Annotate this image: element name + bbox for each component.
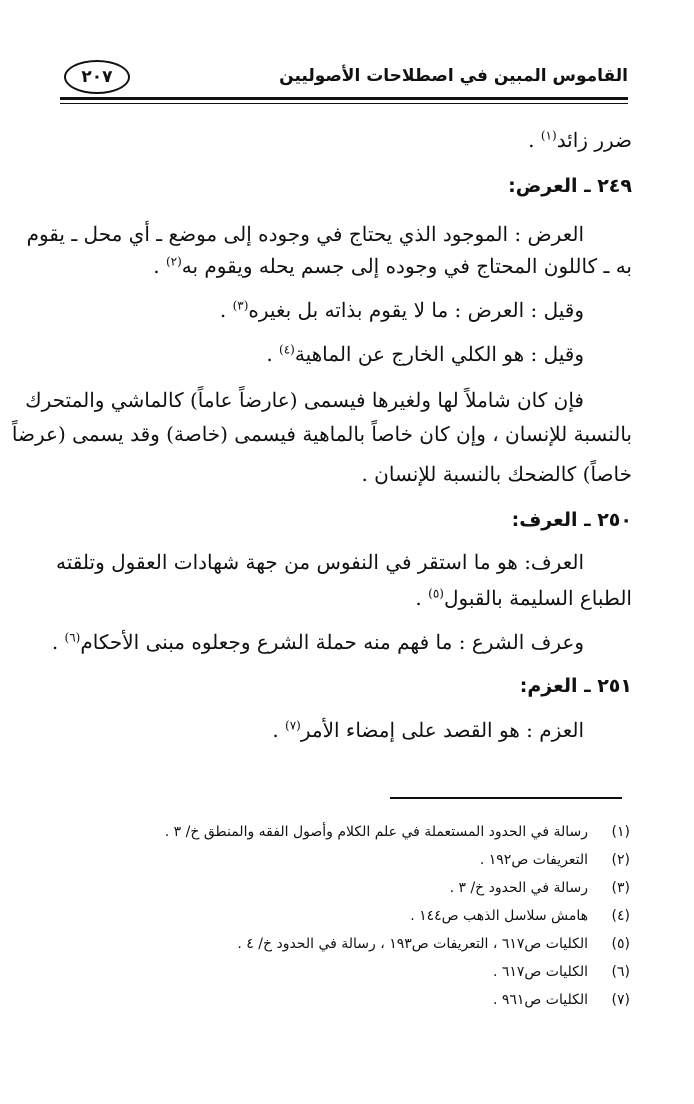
footnote-text: هامش سلاسل الذهب ص١٤٤ . <box>410 908 588 924</box>
body-line-6: فإن كان شاملاً لها ولغيرها فيسمى (عارضاً عاماً) كالماشي والمتحرك <box>25 388 584 412</box>
footnote-item <box>450 878 630 898</box>
punctuation: . <box>51 630 65 654</box>
body-line-4 <box>58 294 584 326</box>
footnote-number: (٦) <box>611 964 630 980</box>
footnote-item <box>480 850 630 870</box>
footnote-item <box>493 962 630 982</box>
body-line-8: خاصاً) كالضحك بالنسبة للإنسان . <box>361 462 632 486</box>
footnote-number: (٤) <box>611 908 630 924</box>
body-text: وعرف الشرع : ما فهم منه حملة الشرع وجعلوه مبنى الأحكام <box>80 630 584 654</box>
page-number: ٢٠٧ <box>64 60 130 94</box>
punctuation: . <box>219 298 233 322</box>
body-line-7: بالنسبة للإنسان ، وإن كان خاصاً بالماهية فيسمى (خاصة) وقد يسمى (عرضاً <box>11 422 632 446</box>
body-text: وقيل : العرض : ما لا يقوم بذاته بل بغيره <box>248 298 584 322</box>
footnote-separator <box>390 797 622 799</box>
punctuation: . <box>415 586 429 610</box>
footnote-ref[interactable]: (٤) <box>279 342 295 357</box>
footnote-number: (٧) <box>611 992 630 1008</box>
running-title: القاموس المبين في اصطلاحات الأصوليين <box>279 66 628 86</box>
body-text: الطباع السليمة بالقبول <box>443 586 632 610</box>
entry-heading-249: ٢٤٩ ـ العرض: <box>508 175 632 197</box>
body-text: وقيل : هو الكلي الخارج عن الماهية <box>294 342 584 366</box>
body-line-10 <box>58 582 632 614</box>
body-text: ضرر زائد <box>556 128 632 152</box>
footnote-text: الكليات ص٦١٧ ، التعريفات ص١٩٣ ، رسالة في الحدود خ/ ٤ . <box>237 936 588 952</box>
punctuation: . <box>153 254 166 278</box>
body-line-1 <box>58 124 632 156</box>
body-line-11 <box>51 626 584 658</box>
footnote-text: التعريفات ص١٩٢ . <box>479 852 588 868</box>
footnote-item <box>237 934 630 954</box>
footnote-item <box>165 822 630 842</box>
body-line-3 <box>58 250 632 282</box>
entry-heading-251: ٢٥١ ـ العزم: <box>519 675 632 697</box>
body-line-5 <box>58 338 584 370</box>
footnote-item <box>493 990 630 1010</box>
punctuation: . <box>272 718 286 742</box>
body-text: العزم : هو القصد على إمضاء الأمر <box>300 718 584 742</box>
punctuation: . <box>528 128 541 152</box>
footnote-ref[interactable]: (٥) <box>428 586 444 601</box>
footnote-ref[interactable]: (٧) <box>285 718 301 733</box>
footnote-number: (١) <box>611 824 630 840</box>
footnote-ref[interactable]: (٢) <box>165 254 182 269</box>
footnote-ref[interactable]: (٦) <box>64 630 81 645</box>
body-text: به ـ كاللون المحتاج في وجوده إلى جسم يحله ويقوم به <box>181 254 632 278</box>
header-rule <box>60 97 628 100</box>
body-line-9: العرف: هو ما استقر في النفوس من جهة شهادات العقول وتلقته <box>56 550 584 574</box>
footnote-number: (٥) <box>611 936 630 952</box>
entry-heading-250: ٢٥٠ ـ العرف: <box>511 509 632 531</box>
footnote-ref[interactable]: (١) <box>540 128 557 143</box>
header-rule-thin <box>60 103 628 104</box>
footnote-item <box>410 906 630 926</box>
footnote-number: (٣) <box>611 880 630 896</box>
footnote-text: الكليات ص٦١٧ . <box>492 964 588 980</box>
footnote-text: الكليات ص٩٦١ . <box>492 992 588 1008</box>
punctuation: . <box>266 342 280 366</box>
footnote-ref[interactable]: (٣) <box>232 298 249 313</box>
footnote-text: رسالة في الحدود المستعملة في علم الكلام وأصول الفقه والمنطق خ/ ٣ . <box>164 824 588 840</box>
body-line-12 <box>58 714 584 746</box>
footnote-number: (٢) <box>611 852 630 868</box>
footnote-text: رسالة في الحدود خ/ ٣ . <box>449 880 588 896</box>
body-line-2: العرض : الموجود الذي يحتاج في وجوده إلى موضع ـ أي محل ـ يقوم <box>26 222 584 246</box>
